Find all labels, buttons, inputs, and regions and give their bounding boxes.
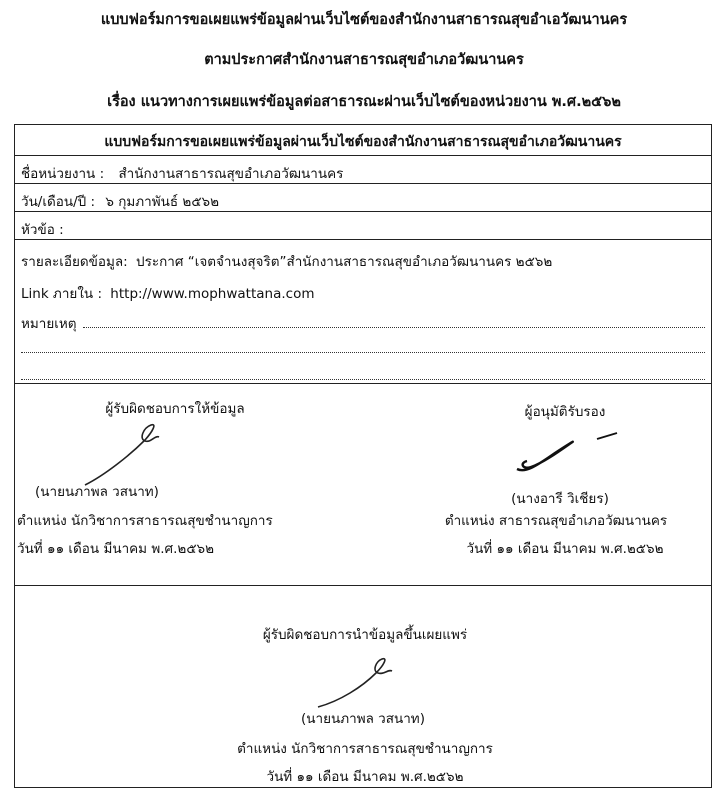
topic-label: หัวข้อ : <box>21 222 64 238</box>
provider-name: (นายนภาพล วสนาท) <box>35 484 159 500</box>
publisher-name: (นายนภาพล วสนาท) <box>301 711 425 727</box>
detail-row <box>21 250 552 272</box>
document-header-line-1: แบบฟอร์มการขอเผยแพร่ข้อมูลผ่านเว็บไซต์ของสำนักงานสาธารณสุขอำเอวัฒนานคร <box>100 12 628 28</box>
publisher-signature-icon <box>310 645 430 715</box>
link-value: http://www.mophwattana.com <box>110 286 315 302</box>
approver-position: ตำแหน่ง สาธารณสุขอำเภอวัฒนานคร <box>444 513 668 529</box>
remark-dotted-line <box>21 365 705 380</box>
provider-heading: ผู้รับผิดชอบการให้ข้อมูล <box>105 401 245 417</box>
unit-row <box>21 162 343 184</box>
document-header-line-3: เรื่อง แนวทางการเผยแพร่ข้อมูลต่อสาธารณะผ่านเว็บไซต์ของหน่วยงาน พ.ศ.๒๕๖๒ <box>107 94 621 110</box>
row-divider <box>15 211 711 212</box>
form-title: แบบฟอร์มการขอเผยแพร่ข้อมูลผ่านเว็บไซต์ของสำนักงานสาธารณสุขอำเภอวัฒนานคร <box>104 134 622 150</box>
provider-position: ตำแหน่ง นักวิชาการสาธารณสุขชำนาญการ <box>17 513 273 529</box>
unit-label: ชื่อหน่วยงาน : <box>21 166 105 182</box>
unit-value: สำนักงานสาธารณสุขอำเภอวัฒนานคร <box>118 166 344 182</box>
remark-dotted-line <box>83 313 705 328</box>
remark-dotted-line <box>21 338 705 353</box>
row-divider <box>15 585 711 586</box>
publisher-date: วันที่ ๑๑ เดือน มีนาคม พ.ศ.๒๕๖๒ <box>266 769 464 785</box>
request-form-table <box>14 124 712 788</box>
date-label: วัน/เดือน/ปี : <box>21 194 96 210</box>
detail-value: ประกาศ “เจตจำนงสุจริต”สำนักงานสาธารณสุขอำเภอวัฒนานคร ๒๕๖๒ <box>136 254 553 270</box>
row-divider <box>15 383 711 384</box>
document-header-line-2: ตามประกาศสำนักงานสาธารณสุขอำเภอวัฒนานคร <box>204 52 524 68</box>
publisher-heading: ผู้รับผิดชอบการนำข้อมูลขึ้นเผยแพร่ <box>262 627 468 643</box>
approver-name: (นางอารี วิเชียร) <box>511 491 609 507</box>
provider-date: วันที่ ๑๑ เดือน มีนาคม พ.ศ.๒๕๖๒ <box>17 541 215 557</box>
approver-date: วันที่ ๑๑ เดือน มีนาคม พ.ศ.๒๕๖๒ <box>466 541 664 557</box>
approver-signature-icon <box>505 423 645 483</box>
publisher-position: ตำแหน่ง นักวิชาการสาธารณสุขชำนาญการ <box>237 741 493 757</box>
approver-heading: ผู้อนุมัติรับรอง <box>524 404 606 420</box>
link-label: Link ภายใน : <box>21 286 102 302</box>
row-divider <box>15 155 711 156</box>
topic-row <box>21 218 64 240</box>
date-row <box>21 190 219 212</box>
remark-label: หมายเหตุ <box>21 316 77 332</box>
date-value: ๖ กุมภาพันธ์ ๒๕๖๒ <box>105 194 219 210</box>
row-divider <box>15 183 711 184</box>
row-divider <box>15 239 711 240</box>
detail-label: รายละเอียดข้อมูล: <box>21 254 128 270</box>
link-row <box>21 282 315 304</box>
